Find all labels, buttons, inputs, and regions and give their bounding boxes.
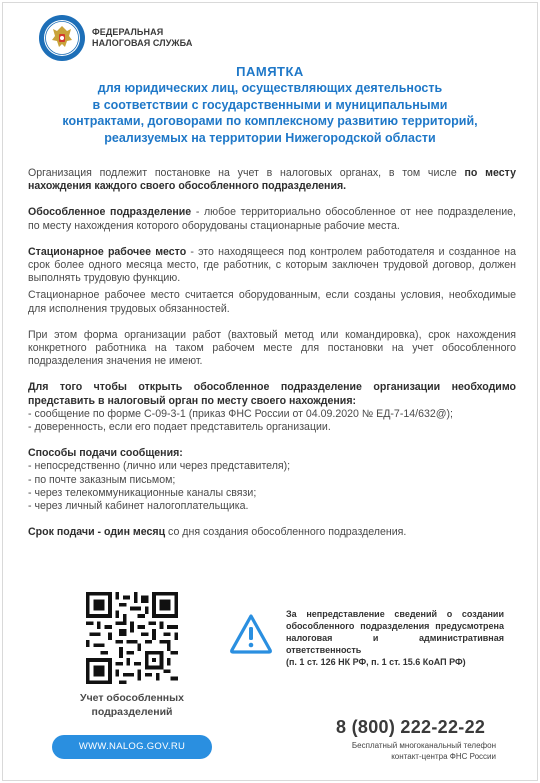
paragraph-documents <box>28 381 516 434</box>
fns-emblem-icon <box>38 14 86 62</box>
qr-code[interactable] <box>86 592 178 684</box>
p4-text: Стационарное рабочее место считается оборудованным, если созданы условия, необходимые для исполнения трудовых обязанностей. <box>28 289 516 315</box>
p2-text: - любое территориально обособленное от нее подразделение, по месту нахождения которого оборудованы стационарные рабочие места. <box>28 206 516 232</box>
paragraph-registration <box>28 167 516 193</box>
title-main: ПАМЯТКА <box>236 64 304 79</box>
p1-bold: по месту нахождения каждого своего обособленного подразделения. <box>28 167 516 193</box>
paragraph-workplace-equipped <box>28 289 516 315</box>
phone-caption <box>310 741 496 762</box>
memo-title <box>20 64 520 146</box>
paragraph-subdivision-definition <box>28 206 516 232</box>
paragraph-workplace-definition <box>28 246 516 286</box>
p7-bold: Способы подачи сообщения: <box>28 447 183 460</box>
phone-caption-line1: Бесплатный многоканальный телефон <box>351 741 496 750</box>
org-name <box>92 27 192 49</box>
p3-bold: Стационарное рабочее место <box>28 245 187 258</box>
phone-caption-line2: контакт-центра ФНС России <box>391 751 496 761</box>
method-item: - по почте заказным письмом; <box>28 473 176 486</box>
paragraph-deadline <box>28 526 516 539</box>
p5-text: При этом форма организации работ (вахтовый метод или командировка), срок нахождения конкретного работника на таком рабочем месте для постановки на учет обособленного подразделения значения не имеют. <box>28 328 516 368</box>
qr-caption-line2: подразделений <box>91 706 173 718</box>
document-item: - доверенность, если его подает представитель организации. <box>28 421 331 434</box>
paragraph-submission-methods <box>28 447 516 513</box>
p2-bold: Обособленное подразделение <box>28 206 192 219</box>
org-name-line1: ФЕДЕРАЛЬНАЯ <box>92 27 164 37</box>
method-item: - через личный кабинет налогоплательщика. <box>28 500 249 513</box>
warning-refs: (п. 1 ст. 126 НК РФ, п. 1 ст. 15.6 КоАП РФ) <box>286 657 466 667</box>
hotline-phone[interactable]: 8 (800) 222-22-22 <box>336 717 486 737</box>
website-link-button[interactable]: WWW.NALOG.GOV.RU <box>52 735 212 759</box>
qr-caption <box>52 691 212 719</box>
paragraph-work-form <box>28 329 516 369</box>
memo-body <box>28 167 516 552</box>
p1-text: Организация подлежит постановке на учет в налоговых органах, в том числе <box>28 167 457 179</box>
title-line-4: реализуемых на территории Нижегородской области <box>104 130 436 145</box>
title-line-2: в соответствии с государственными и муниципальными <box>92 97 448 112</box>
warning-text: За непредставление сведений о создании обособленного подразделения предусмотрена налоговая и административная ответственность <box>286 609 504 655</box>
title-line-3: контрактами, договорами по комплексному развитию территорий, <box>62 114 478 128</box>
document-item: - сообщение по форме С-09-3-1 (приказ ФНС России от 04.09.2020 № ЕД-7-14/632@); <box>28 407 453 420</box>
qr-caption-line1: Учет обособленных <box>80 692 184 704</box>
p8-bold: Срок подачи - один месяц <box>28 526 166 539</box>
liability-warning <box>286 608 504 668</box>
p3-text: - это находящееся под контролем работодателя и созданное на срок более одного месяца место, где работник, с которым заключен трудовой договор, должен выполнять трудовую функцию. <box>28 245 516 285</box>
p8-text: со дня создания обособленного подразделения. <box>165 526 407 539</box>
p6-bold: Для того чтобы открыть обособленное подразделение организации необходимо представить в налоговый орган по месту своего нахождения: <box>28 381 516 407</box>
header <box>38 14 192 62</box>
warning-triangle-icon <box>230 613 272 655</box>
method-item: - непосредственно (лично или через представителя); <box>28 460 291 473</box>
method-item: - через телекоммуникационные каналы связи; <box>28 486 257 499</box>
org-name-line2: НАЛОГОВАЯ СЛУЖБА <box>92 38 193 48</box>
title-line-1: для юридических лиц, осуществляющих деятельность <box>97 81 443 95</box>
